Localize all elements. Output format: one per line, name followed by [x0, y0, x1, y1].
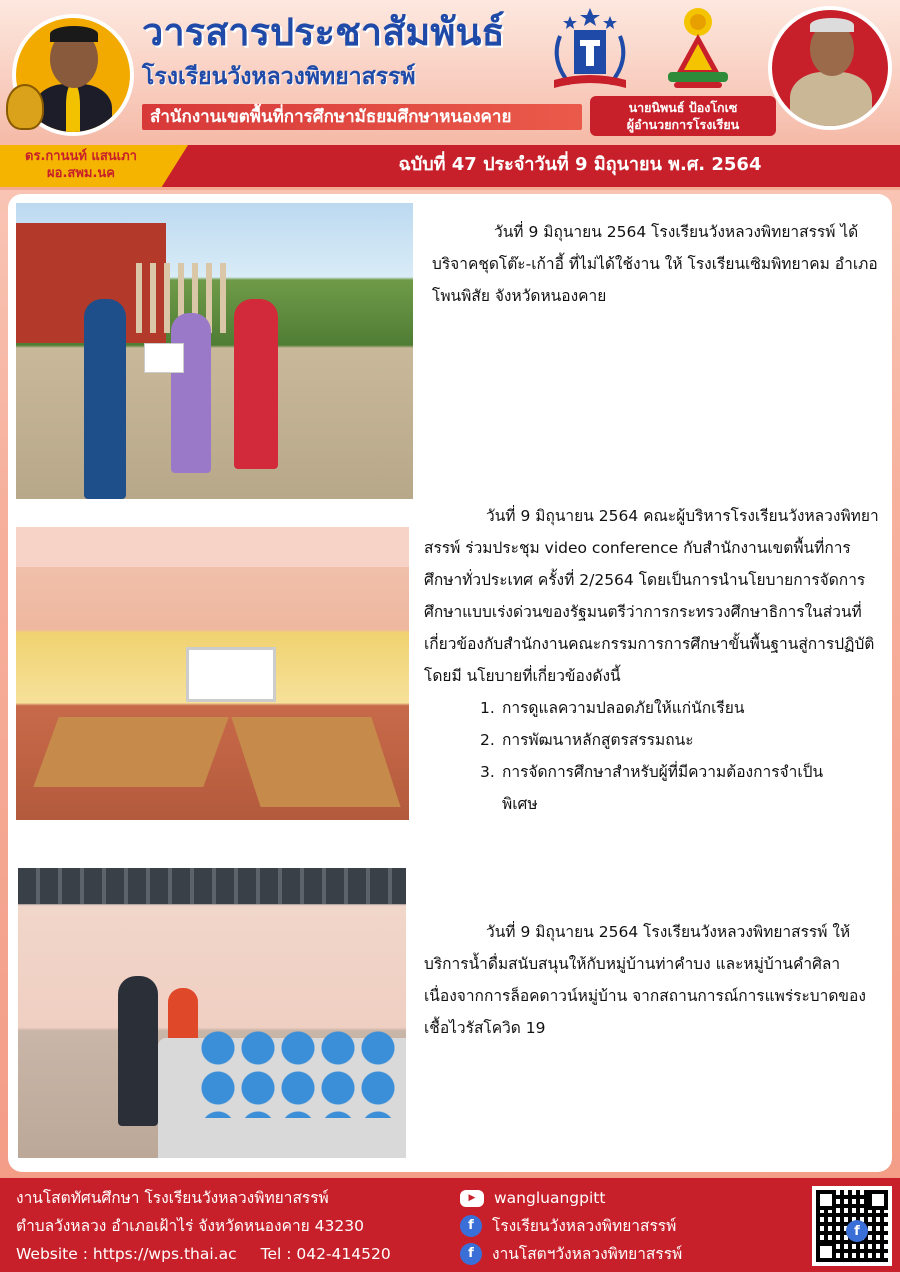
director-hair	[810, 18, 854, 32]
article-1	[432, 216, 884, 312]
footer-line-1: งานโสตทัศนศึกษา โรงเรียนวังหลวงพิทยาสรรพ์	[16, 1189, 329, 1207]
youtube-handle: wangluangpitt	[494, 1189, 606, 1207]
article-1-text: วันที่ 9 มิถุนายน 2564 โรงเรียนวังหลวงพิทยาสรรพ์ ได้บริจาคชุดโต๊ะ-เก้าอี้ ที่ไม่ได้ใช้งาน ให้ โรงเรียนเซิมพิทยาคม อำเภอโพนพิสัย จังหวัดหนองคาย	[432, 223, 878, 305]
facebook-icon: f	[460, 1215, 482, 1237]
school-name: โรงเรียนวังหลวงพิทยาสรรพ์	[142, 64, 416, 90]
policy-number: 1.	[480, 699, 495, 717]
qr-corner	[868, 1190, 888, 1210]
photo-screen	[186, 647, 276, 702]
photo-donation	[16, 203, 413, 499]
photo-ceiling	[16, 527, 409, 567]
portrait-tie	[66, 84, 80, 136]
photo-person-vest	[118, 976, 158, 1126]
social-youtube[interactable]	[460, 1184, 800, 1212]
official-title: ผอ.สพม.นค	[47, 166, 115, 181]
social-facebook-av[interactable]	[460, 1240, 800, 1268]
qr-code-pattern	[816, 1190, 888, 1262]
director-uniform	[790, 72, 872, 130]
qr-corner	[816, 1190, 836, 1210]
footer-line-2: ตำบลวังหลวง อำเภอเฝ้าไร่ จังหวัดหนองคาย 43230	[16, 1217, 364, 1235]
school-logo-icon	[540, 6, 640, 92]
photo-water-bottles	[198, 1028, 398, 1118]
photo-water-donation	[18, 868, 406, 1158]
footer-tel: Tel : 042-414520	[260, 1245, 391, 1263]
photo-roof	[18, 868, 406, 904]
director-badge	[590, 96, 776, 136]
office-logo-icon	[660, 4, 736, 94]
portrait-hair	[50, 26, 98, 42]
policy-item	[480, 724, 886, 756]
policy-item	[480, 756, 886, 820]
office-name: สำนักงานเขตพื้นที่การศึกษามัธยมศึกษาหนองคาย	[142, 104, 582, 130]
photo-meeting	[16, 527, 409, 820]
footer-social	[460, 1184, 800, 1268]
facebook-icon: f	[846, 1220, 868, 1242]
article-3	[424, 916, 876, 1044]
ministry-emblem-icon	[6, 84, 44, 130]
policy-text: การดูแลความปลอดภัยให้แก่นักเรียน	[502, 699, 745, 717]
official-caption	[6, 148, 156, 182]
photo-certificate	[144, 343, 184, 373]
article-3-text: วันที่ 9 มิถุนายน 2564 โรงเรียนวังหลวงพิทยาสรรพ์ ให้บริการน้ำดื่มสนับสนุนให้กับหมู่บ้านท่าคำบง และหมู่บ้านคำศิลา เนื่องจากการล็อคดาวน์หมู่บ้าน จากสถานการณ์การแพร่ระบาดของเชื้อไวรัสโควิด 19	[424, 923, 866, 1037]
article-2-text: วันที่ 9 มิถุนายน 2564 คณะผู้บริหารโรงเรียนวังหลวงพิทยาสรรพ์ ร่วมประชุม video conference กับสำนักงานเขตพื้นที่การศึกษาทั่วประเทศ ครั้งที่ 2/2564 โดยเป็นการนำนโยบายการจัดการศึกษาแบบเร่งด่วนของรัฐมนตรีว่าการกระทรวงศึกษาธิการในส่วนที่เกี่ยวข้องกับสำนักงานคณะกรรมการการศึกษาขั้นพื้นฐานสู่การปฏิบัติ โดยมี นโยบายที่เกี่ยวข้องดังนี้	[424, 507, 879, 685]
photo-person-3	[234, 299, 278, 469]
policy-text: การพัฒนาหลักสูตรสรรมถนะ	[502, 731, 694, 749]
official-name: ดร.กานนท์ แสนเภา	[25, 149, 137, 164]
article-2	[424, 500, 886, 820]
youtube-icon: ▶	[460, 1190, 484, 1207]
photo-person-2	[171, 313, 211, 473]
policy-text-continued: พิเศษ	[502, 795, 538, 813]
social-facebook-school[interactable]	[460, 1212, 800, 1240]
director-title: ผู้อำนวยการโรงเรียน	[626, 117, 740, 132]
footer-line-3	[16, 1240, 456, 1268]
director-name: นายนิพนธ์ ป้องโกเซ	[628, 100, 738, 115]
facebook-page-2: งานโสตฯวังหลวงพิทยาสรรพ์	[492, 1245, 683, 1263]
footer-contact	[16, 1184, 456, 1268]
newsletter-title: วารสารประชาสัมพันธ์	[142, 10, 505, 54]
policy-number: 3.	[480, 763, 495, 781]
policy-number: 2.	[480, 731, 495, 749]
facebook-icon: f	[460, 1243, 482, 1265]
photo-person-1	[84, 299, 126, 499]
photo-table-left	[33, 717, 228, 787]
footer-website[interactable]: Website : https://wps.thai.ac	[16, 1245, 237, 1263]
qr-code-icon[interactable]	[812, 1186, 892, 1266]
director-portrait	[768, 6, 892, 130]
qr-corner	[816, 1242, 836, 1262]
photo-table-right	[231, 717, 400, 807]
policy-item	[480, 692, 886, 724]
policy-text: การจัดการศึกษาสำหรับผู้ที่มีความต้องการจำเป็น	[502, 763, 824, 781]
issue-line: ฉบับที่ 47 ประจำวันที่ 9 มิถุนายน พ.ศ. 2564	[398, 154, 762, 175]
facebook-page-1: โรงเรียนวังหลวงพิทยาสรรพ์	[492, 1217, 677, 1235]
policy-list	[480, 692, 886, 820]
